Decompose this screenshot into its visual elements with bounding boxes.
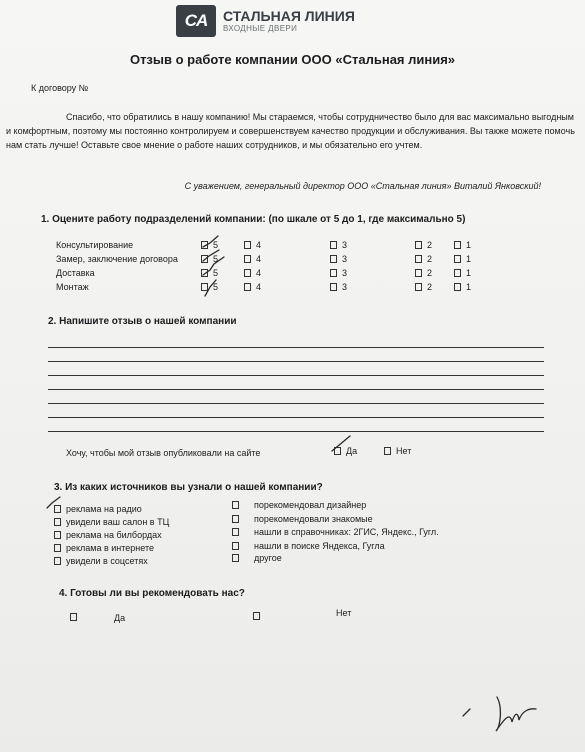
rating-checkbox[interactable] bbox=[415, 283, 422, 291]
q1-row-label: Замер, заключение договора bbox=[56, 254, 178, 264]
rating-checkbox[interactable] bbox=[454, 269, 461, 277]
rating-option[interactable] bbox=[330, 282, 347, 292]
recommend-no-checkbox[interactable] bbox=[253, 612, 260, 620]
rating-value: 4 bbox=[256, 282, 262, 292]
source-option[interactable] bbox=[54, 543, 154, 553]
q2-heading: 2. Напишите отзыв о нашей компании bbox=[48, 316, 237, 327]
rating-option[interactable] bbox=[454, 254, 471, 264]
publish-yes-checkbox[interactable] bbox=[334, 447, 341, 455]
review-line[interactable] bbox=[48, 403, 544, 404]
rating-option[interactable] bbox=[201, 268, 218, 278]
rating-option[interactable] bbox=[201, 282, 218, 292]
q4-heading: 4. Готовы ли вы рекомендовать нас? bbox=[59, 588, 245, 599]
q1-row-label: Консультирование bbox=[56, 240, 134, 250]
intro-text bbox=[6, 110, 580, 152]
rating-checkbox[interactable] bbox=[330, 269, 337, 277]
rating-option[interactable] bbox=[244, 240, 261, 250]
rating-option[interactable] bbox=[201, 254, 218, 264]
rating-checkbox[interactable] bbox=[454, 283, 461, 291]
review-line[interactable] bbox=[48, 375, 544, 376]
rating-checkbox[interactable] bbox=[454, 255, 461, 263]
logo-mark: CA bbox=[176, 5, 216, 37]
source-label: нашли в поиске Яндекса, Гугла bbox=[254, 541, 385, 551]
rating-option[interactable] bbox=[415, 240, 432, 250]
rating-option[interactable] bbox=[244, 254, 261, 264]
source-checkbox[interactable] bbox=[232, 515, 239, 523]
source-label: нашли в справочниках: 2ГИС, Яндекс., Гугл. bbox=[254, 527, 439, 537]
contract-number-label: К договору № bbox=[31, 83, 89, 93]
source-option[interactable] bbox=[54, 517, 169, 527]
handwritten-signature-icon bbox=[496, 697, 536, 731]
rating-checkbox[interactable] bbox=[201, 283, 208, 291]
review-line[interactable] bbox=[48, 417, 544, 418]
rating-value: 4 bbox=[256, 240, 262, 250]
publish-yes-option[interactable] bbox=[334, 446, 357, 456]
source-label: реклама на радио bbox=[66, 504, 142, 514]
source-label: другое bbox=[254, 553, 282, 563]
rating-checkbox[interactable] bbox=[244, 241, 251, 249]
recommend-yes-option[interactable] bbox=[70, 613, 82, 621]
rating-value: 2 bbox=[427, 268, 433, 278]
recommend-yes-checkbox[interactable] bbox=[70, 613, 77, 621]
rating-checkbox[interactable] bbox=[330, 283, 337, 291]
rating-option[interactable] bbox=[330, 268, 347, 278]
source-checkbox[interactable] bbox=[232, 542, 239, 550]
rating-value: 3 bbox=[342, 240, 348, 250]
rating-checkbox[interactable] bbox=[201, 241, 208, 249]
logo-name: СТАЛЬНАЯ ЛИНИЯ bbox=[223, 8, 355, 24]
source-option[interactable] bbox=[54, 504, 142, 514]
publish-no-checkbox[interactable] bbox=[384, 447, 391, 455]
signature-tick-icon bbox=[463, 709, 470, 716]
q1-heading: 1. Оцените работу подразделений компании: (по шкале от 5 до 1, где максимально 5) bbox=[41, 214, 466, 225]
rating-option[interactable] bbox=[244, 282, 261, 292]
rating-option[interactable] bbox=[201, 240, 218, 250]
rating-option[interactable] bbox=[454, 268, 471, 278]
rating-value: 3 bbox=[342, 254, 348, 264]
review-line[interactable] bbox=[48, 389, 544, 390]
rating-checkbox[interactable] bbox=[330, 241, 337, 249]
rating-option[interactable] bbox=[330, 254, 347, 264]
rating-value: 5 bbox=[213, 268, 219, 278]
source-checkbox[interactable] bbox=[54, 531, 61, 539]
review-line[interactable] bbox=[48, 361, 544, 362]
rating-value: 1 bbox=[466, 240, 472, 250]
source-checkbox[interactable] bbox=[232, 554, 239, 562]
recommend-yes-label: Да bbox=[114, 613, 126, 623]
source-option[interactable] bbox=[54, 530, 162, 540]
rating-checkbox[interactable] bbox=[415, 269, 422, 277]
source-option[interactable] bbox=[232, 553, 282, 563]
rating-checkbox[interactable] bbox=[201, 269, 208, 277]
rating-value: 4 bbox=[256, 268, 262, 278]
rating-checkbox[interactable] bbox=[415, 241, 422, 249]
rating-value: 2 bbox=[427, 240, 433, 250]
rating-checkbox[interactable] bbox=[201, 255, 208, 263]
company-logo bbox=[176, 4, 355, 38]
rating-option[interactable] bbox=[454, 282, 471, 292]
rating-checkbox[interactable] bbox=[244, 283, 251, 291]
rating-checkbox[interactable] bbox=[330, 255, 337, 263]
rating-option[interactable] bbox=[415, 254, 432, 264]
publish-yes-label: Да bbox=[346, 446, 358, 456]
rating-value: 3 bbox=[342, 268, 348, 278]
source-checkbox[interactable] bbox=[232, 528, 239, 536]
rating-option[interactable] bbox=[415, 282, 432, 292]
rating-checkbox[interactable] bbox=[244, 255, 251, 263]
source-option[interactable] bbox=[232, 527, 439, 537]
rating-value: 5 bbox=[213, 282, 219, 292]
rating-option[interactable] bbox=[330, 240, 347, 250]
source-label: увидели ваш салон в ТЦ bbox=[66, 517, 170, 527]
recommend-no-option[interactable] bbox=[253, 612, 265, 620]
rating-checkbox[interactable] bbox=[244, 269, 251, 277]
rating-value: 1 bbox=[466, 254, 472, 264]
source-label: порекомендовали знакомые bbox=[254, 514, 373, 524]
review-line[interactable] bbox=[48, 347, 544, 348]
rating-checkbox[interactable] bbox=[415, 255, 422, 263]
rating-option[interactable] bbox=[244, 268, 261, 278]
source-checkbox[interactable] bbox=[54, 518, 61, 526]
source-label: реклама на билбордах bbox=[66, 530, 162, 540]
source-label: увидели в соцсетях bbox=[66, 556, 148, 566]
source-checkbox[interactable] bbox=[232, 501, 239, 509]
rating-value: 5 bbox=[213, 254, 219, 264]
logo-tagline: ВХОДНЫЕ ДВЕРИ bbox=[223, 24, 298, 33]
q3-heading: 3. Из каких источников вы узнали о нашей компании? bbox=[54, 482, 323, 493]
source-option[interactable] bbox=[232, 541, 385, 551]
review-line[interactable] bbox=[48, 431, 544, 432]
source-option[interactable] bbox=[232, 514, 373, 524]
source-checkbox[interactable] bbox=[54, 505, 61, 513]
publish-question: Хочу, чтобы мой отзыв опубликовали на сайте bbox=[66, 448, 261, 458]
intro-paragraph: Спасибо, что обратились в нашу компанию! Мы стараемся, чтобы сотрудничество было для вас максимально выгодным и комфортным, поэтому мы постоянно контролируем и совершенствуем качество продукции и обслуживания. Вы также можете помочь нам стать лучше! Оставьте свое мнение о работе наших сотрудников, и мы обязательно его учтем. bbox=[6, 112, 575, 150]
rating-value: 3 bbox=[342, 282, 348, 292]
source-option[interactable] bbox=[54, 556, 148, 566]
rating-value: 5 bbox=[213, 240, 219, 250]
rating-option[interactable] bbox=[415, 268, 432, 278]
rating-value: 1 bbox=[466, 282, 472, 292]
q1-row-label: Доставка bbox=[56, 268, 95, 278]
publish-no-option[interactable] bbox=[384, 446, 411, 456]
rating-value: 4 bbox=[256, 254, 262, 264]
form-title: Отзыв о работе компании ООО «Стальная линия» bbox=[129, 52, 456, 67]
rating-value: 2 bbox=[427, 282, 433, 292]
source-label: порекомендовал дизайнер bbox=[254, 500, 367, 510]
source-label: реклама в интернете bbox=[66, 543, 155, 553]
rating-value: 1 bbox=[466, 268, 472, 278]
publish-no-label: Нет bbox=[396, 446, 412, 456]
source-checkbox[interactable] bbox=[54, 557, 61, 565]
rating-checkbox[interactable] bbox=[454, 241, 461, 249]
director-signature-line: С уважением, генеральный директор ООО «Стальная линия» Виталий Янковский! bbox=[184, 181, 541, 191]
rating-option[interactable] bbox=[454, 240, 471, 250]
source-option[interactable] bbox=[232, 500, 366, 510]
q1-row-label: Монтаж bbox=[56, 282, 89, 292]
source-checkbox[interactable] bbox=[54, 544, 61, 552]
rating-value: 2 bbox=[427, 254, 433, 264]
recommend-no-label: Нет bbox=[336, 608, 352, 618]
